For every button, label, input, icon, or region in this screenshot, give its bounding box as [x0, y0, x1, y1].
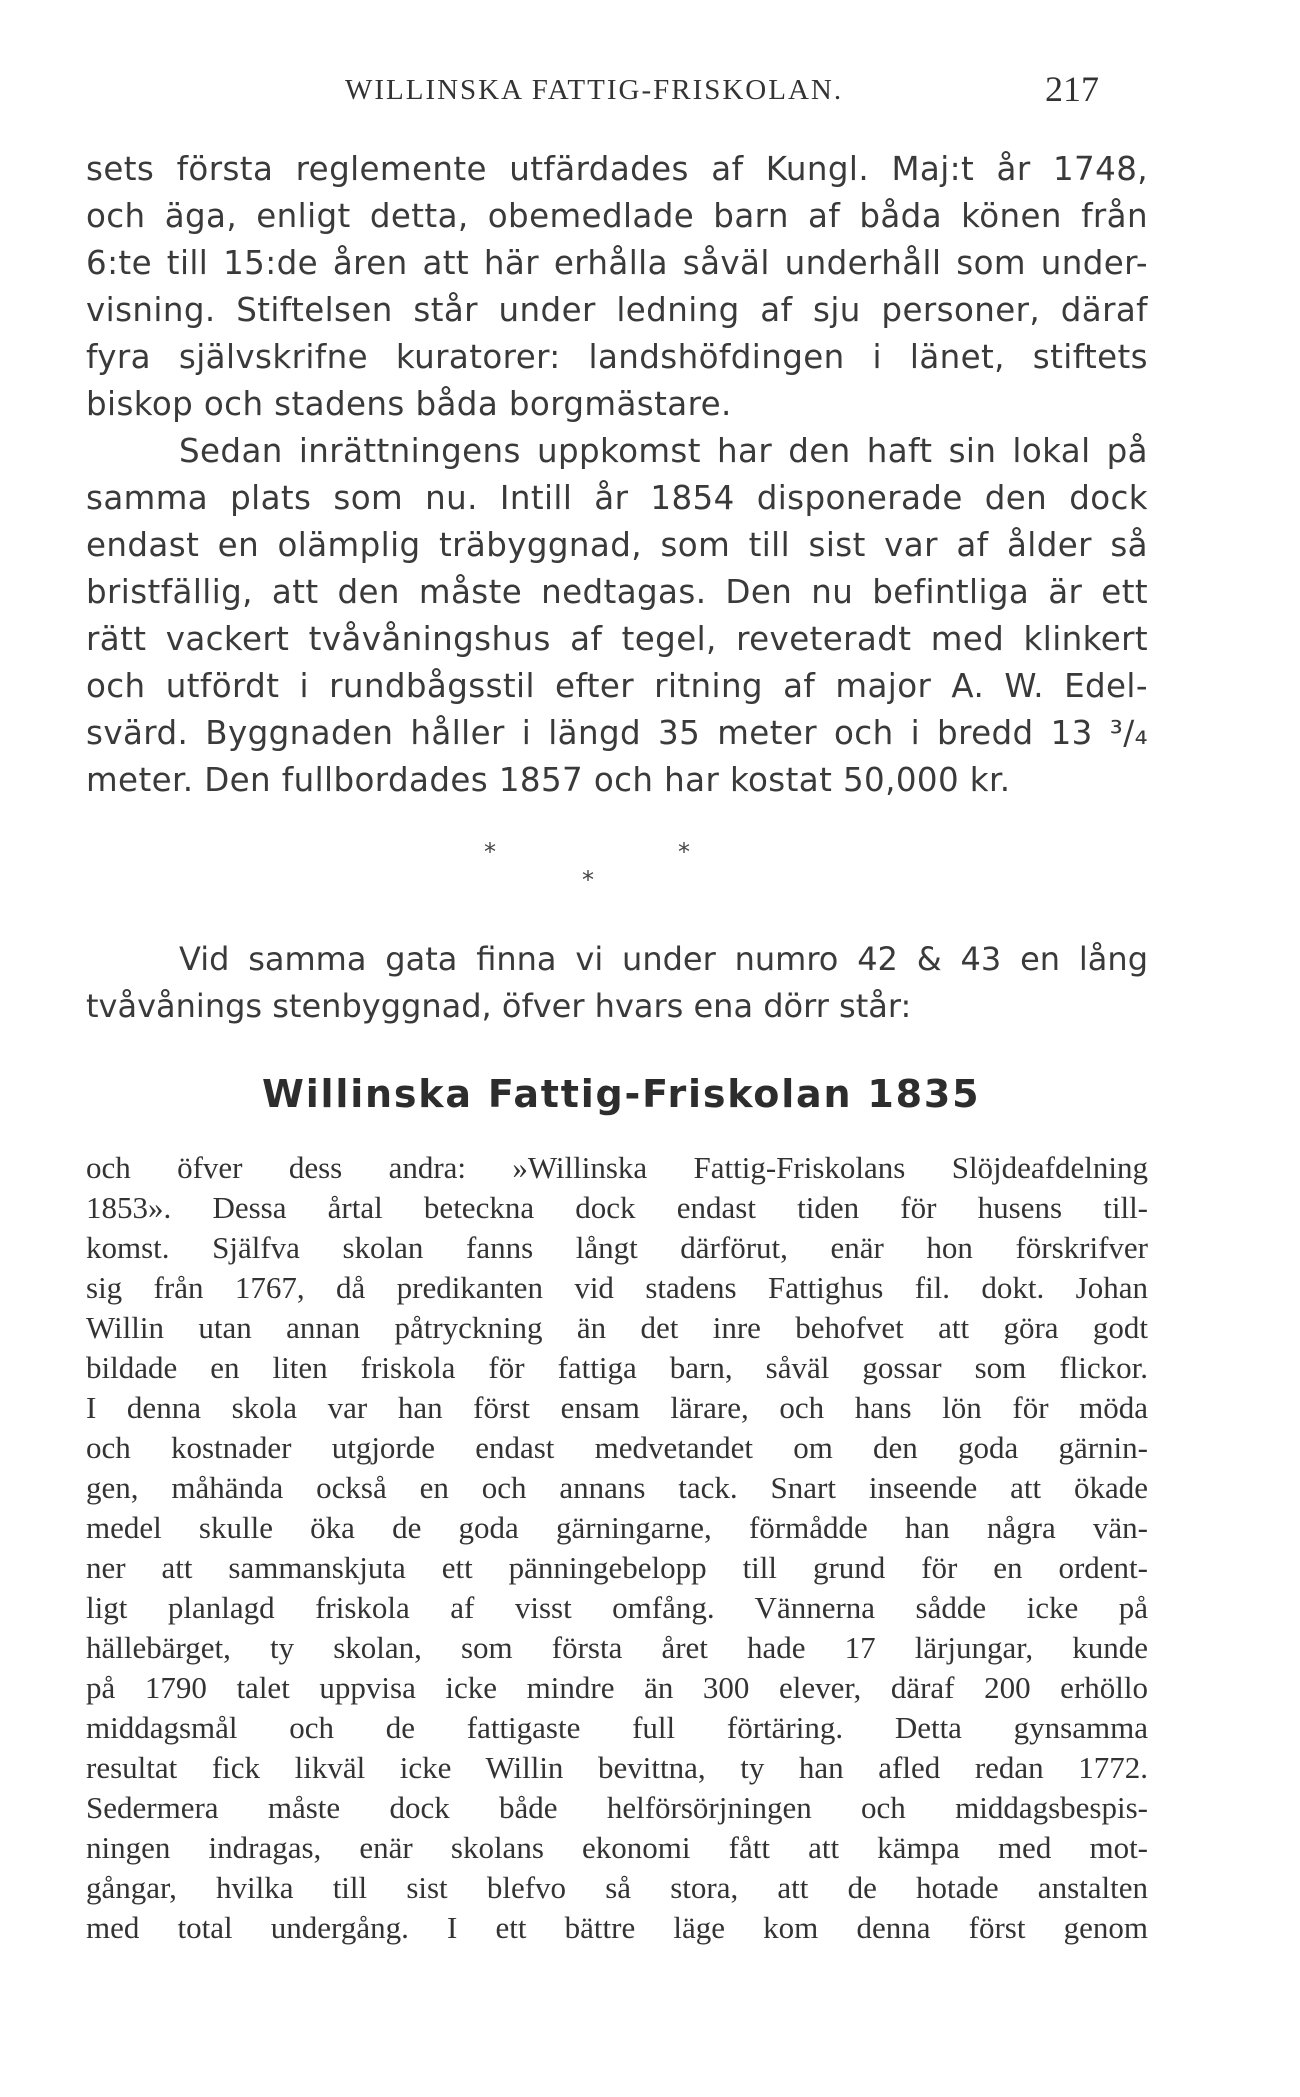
text-line: ningen indragas, enär skolans ekonomi fått att kämpa med mot-: [86, 1830, 1148, 1865]
text-line: gen, måhända också en och annans tack. Snart inseende att ökade: [86, 1470, 1148, 1505]
text-line: gångar, hvilka till sist blefvo så stora, att de hotade anstalten: [86, 1870, 1148, 1905]
body-text-middle: [86, 936, 1148, 1030]
text-line: fyra självskrifne kuratorer: landshöfdingen i länet, stiftets: [86, 338, 1148, 376]
text-line: middagsmål och de fattigaste full förtäring. Detta gynsamma: [86, 1710, 1148, 1745]
text-line: visning. Stiftelsen står under ledning af sju personer, däraf: [86, 291, 1148, 329]
text-line: på 1790 talet uppvisa icke mindre än 300 elever, däraf 200 erhöllo: [86, 1670, 1148, 1705]
text-line: och öfver dess andra: »Willinska Fattig-Friskolans Slöjdeafdelning: [86, 1150, 1148, 1185]
text-line: hällebärget, ty skolan, som första året hade 17 lärjungar, kunde: [86, 1630, 1148, 1665]
text-line: tvåvånings stenbyggnad, öfver hvars ena dörr står:: [86, 987, 912, 1025]
text-line: Vid samma gata finna vi under numro 42 & 43 en lång: [179, 940, 1148, 978]
text-line: med total undergång. I ett bättre läge kom denna först genom: [86, 1910, 1148, 1945]
body-text-lower: [86, 1148, 1148, 1948]
text-line: biskop och stadens båda borgmästare.: [86, 385, 732, 423]
text-line: 1853». Dessa årtal beteckna dock endast tiden för husens till-: [86, 1190, 1148, 1225]
text-line: sets första reglemente utfärdades af Kungl. Maj:t år 1748,: [86, 150, 1148, 188]
text-line: komst. Själfva skolan fanns långt därförut, enär hon förskrifver: [86, 1230, 1148, 1265]
text-line: medel skulle öka de goda gärningarne, förmådde han några vän-: [86, 1510, 1148, 1545]
body-text-upper: [86, 146, 1148, 804]
separator-star-center: *: [582, 866, 594, 894]
separator-star-left: *: [484, 838, 496, 866]
text-line: rätt vackert tvåvåningshus af tegel, reveteradt med klinkert: [86, 620, 1148, 658]
text-line: ner att sammanskjuta ett pänningebelopp till grund för en ordent-: [86, 1550, 1148, 1585]
separator-star-right: *: [678, 838, 690, 866]
door-inscription: Willinska Fattig-Friskolan 1835: [262, 1072, 981, 1116]
text-line: och äga, enligt detta, obemedlade barn af båda könen från: [86, 197, 1148, 235]
text-line: 6:te till 15:de åren att här erhålla såväl underhåll som under-: [86, 244, 1148, 282]
text-line: sig från 1767, då predikanten vid stadens Fattighus fil. dokt. Johan: [86, 1270, 1148, 1305]
text-line: endast en olämplig träbyggnad, som till sist var af ålder så: [86, 526, 1148, 564]
text-line: I denna skola var han först ensam lärare, och hans lön för möda: [86, 1390, 1148, 1425]
text-line: Sedan inrättningens uppkomst har den haft sin lokal på: [179, 432, 1148, 470]
text-line: bristfällig, att den måste nedtagas. Den nu befintliga är ett: [86, 573, 1148, 611]
text-line: Willin utan annan påtryckning än det inre behofvet att göra godt: [86, 1310, 1148, 1345]
running-header-title: WILLINSKA FATTIG-FRISKOLAN.: [345, 74, 844, 106]
text-line: samma plats som nu. Intill år 1854 disponerade den dock: [86, 479, 1148, 517]
page-number: 217: [1045, 69, 1099, 109]
text-line: ligt planlagd friskola af visst omfång. Vännerna sådde icke på: [86, 1590, 1148, 1625]
text-line: och utfördt i rundbågsstil efter ritning af major A. W. Edel-: [86, 667, 1148, 705]
text-line: Sedermera måste dock både helförsörjningen och middagsbespis-: [86, 1790, 1148, 1825]
text-line: resultat fick likväl icke Willin bevittna, ty han afled redan 1772.: [86, 1750, 1148, 1785]
text-line: meter. Den fullbordades 1857 och har kostat 50,000 kr.: [86, 761, 1011, 799]
text-line: svärd. Byggnaden håller i längd 35 meter och i bredd 13 ³/₄: [86, 714, 1148, 752]
text-line: bildade en liten friskola för fattiga barn, såväl gossar som flickor.: [86, 1350, 1148, 1385]
text-line: och kostnader utgjorde endast medvetandet om den goda gärnin-: [86, 1430, 1148, 1465]
